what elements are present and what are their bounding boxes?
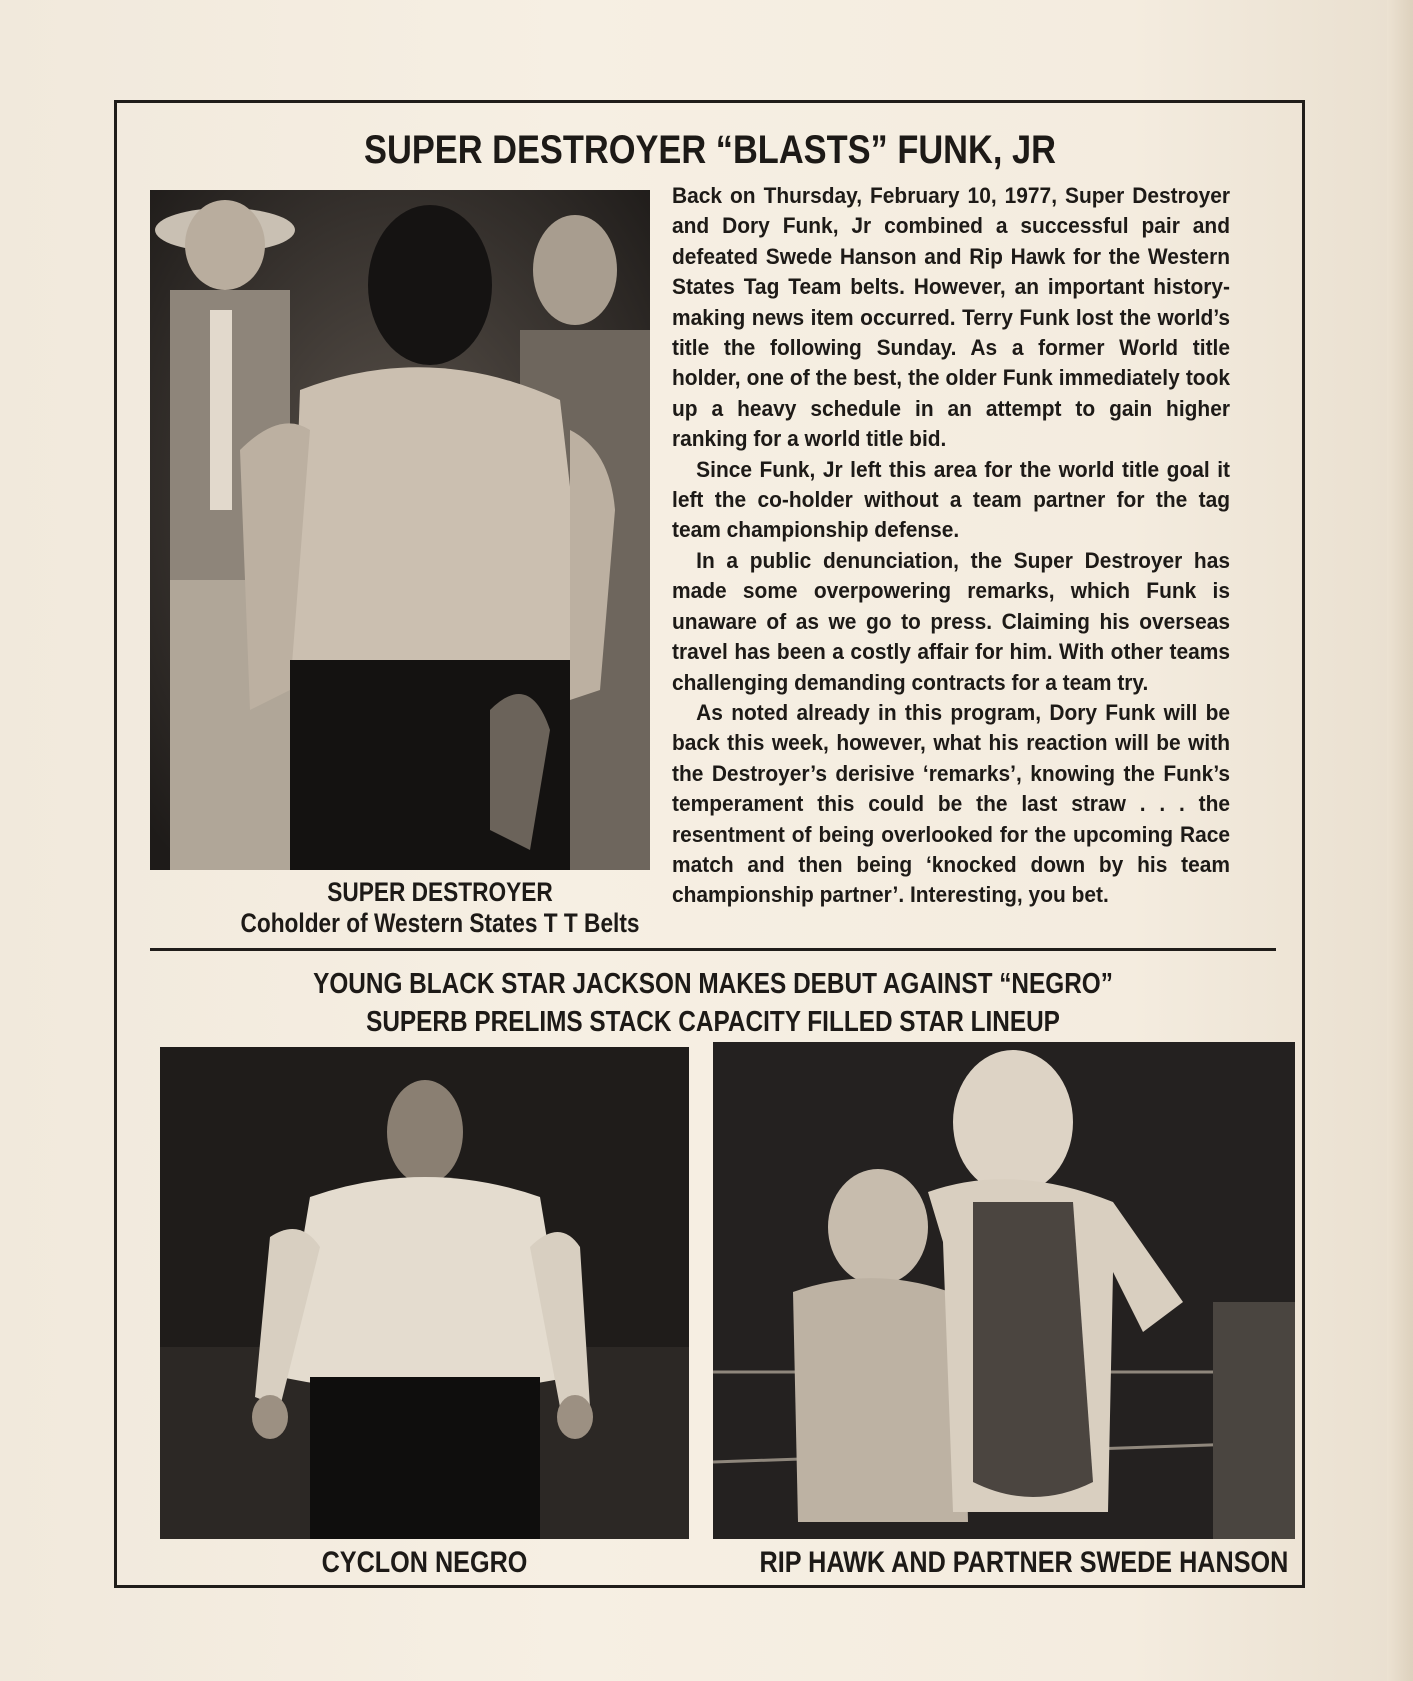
caption-name: SUPER DESTROYER — [327, 877, 553, 907]
subheadline — [240, 965, 1186, 1041]
article-paragraph: Since Funk, Jr left this area for the world title goal it left the co-holder without a team partner for the tag team championship defense. — [672, 456, 1230, 543]
article-paragraph: As noted already in this program, Dory Funk will be back this week, however, what his reaction will be with the Destroyer’s derisive ‘remarks’, knowing the Funk’s temperament this could be the last straw . . . the resentment of being overlooked for the upcoming Race match and then being ‘knocked down by his team championship partner’. Interesting, you bet. — [672, 699, 1230, 908]
subheadline-line: SUPERB PRELIMS STACK CAPACITY FILLED STAR LINEUP — [366, 1006, 1060, 1038]
subheadline-line: YOUNG BLACK STAR JACKSON MAKES DEBUT AGAINST “NEGRO” — [313, 968, 1113, 1000]
article-paragraph: In a public denunciation, the Super Destroyer has made some overpowering remarks, which Funk is unaware of as we go to press. Claiming his overseas travel has been a costly affair for him. With other teams challenging demanding contracts for a team try. — [672, 547, 1230, 695]
headline: SUPER DESTROYER “BLASTS” FUNK, JR — [364, 128, 1056, 172]
article-body — [672, 181, 1230, 911]
cyclon-negro-caption: CYCLON NEGRO — [321, 1546, 528, 1579]
rip-hawk-swede-hanson-caption: RIP HAWK AND PARTNER SWEDE HANSON — [759, 1546, 1289, 1579]
super-destroyer-photo — [150, 190, 650, 870]
article-paragraph: Back on Thursday, February 10, 1977, Super Destroyer and Dory Funk, Jr combined a successful pair and defeated Swede Hanson and Rip Hawk for the Western States Tag Team belts. However, an important history-making news item occurred. Terry Funk lost the world’s title the following Sunday. As a former World title holder, one of the best, the older Funk immediately took up a heavy schedule in an attempt to gain higher ranking for a world title bid. — [672, 183, 1230, 452]
caption-subtitle: Coholder of Western States T T Belts — [240, 908, 640, 938]
rip-hawk-swede-hanson-photo — [713, 1042, 1295, 1539]
super-destroyer-caption — [238, 877, 641, 939]
cyclon-negro-photo — [160, 1047, 689, 1539]
page-edge — [1387, 0, 1413, 1681]
section-divider — [150, 948, 1276, 951]
